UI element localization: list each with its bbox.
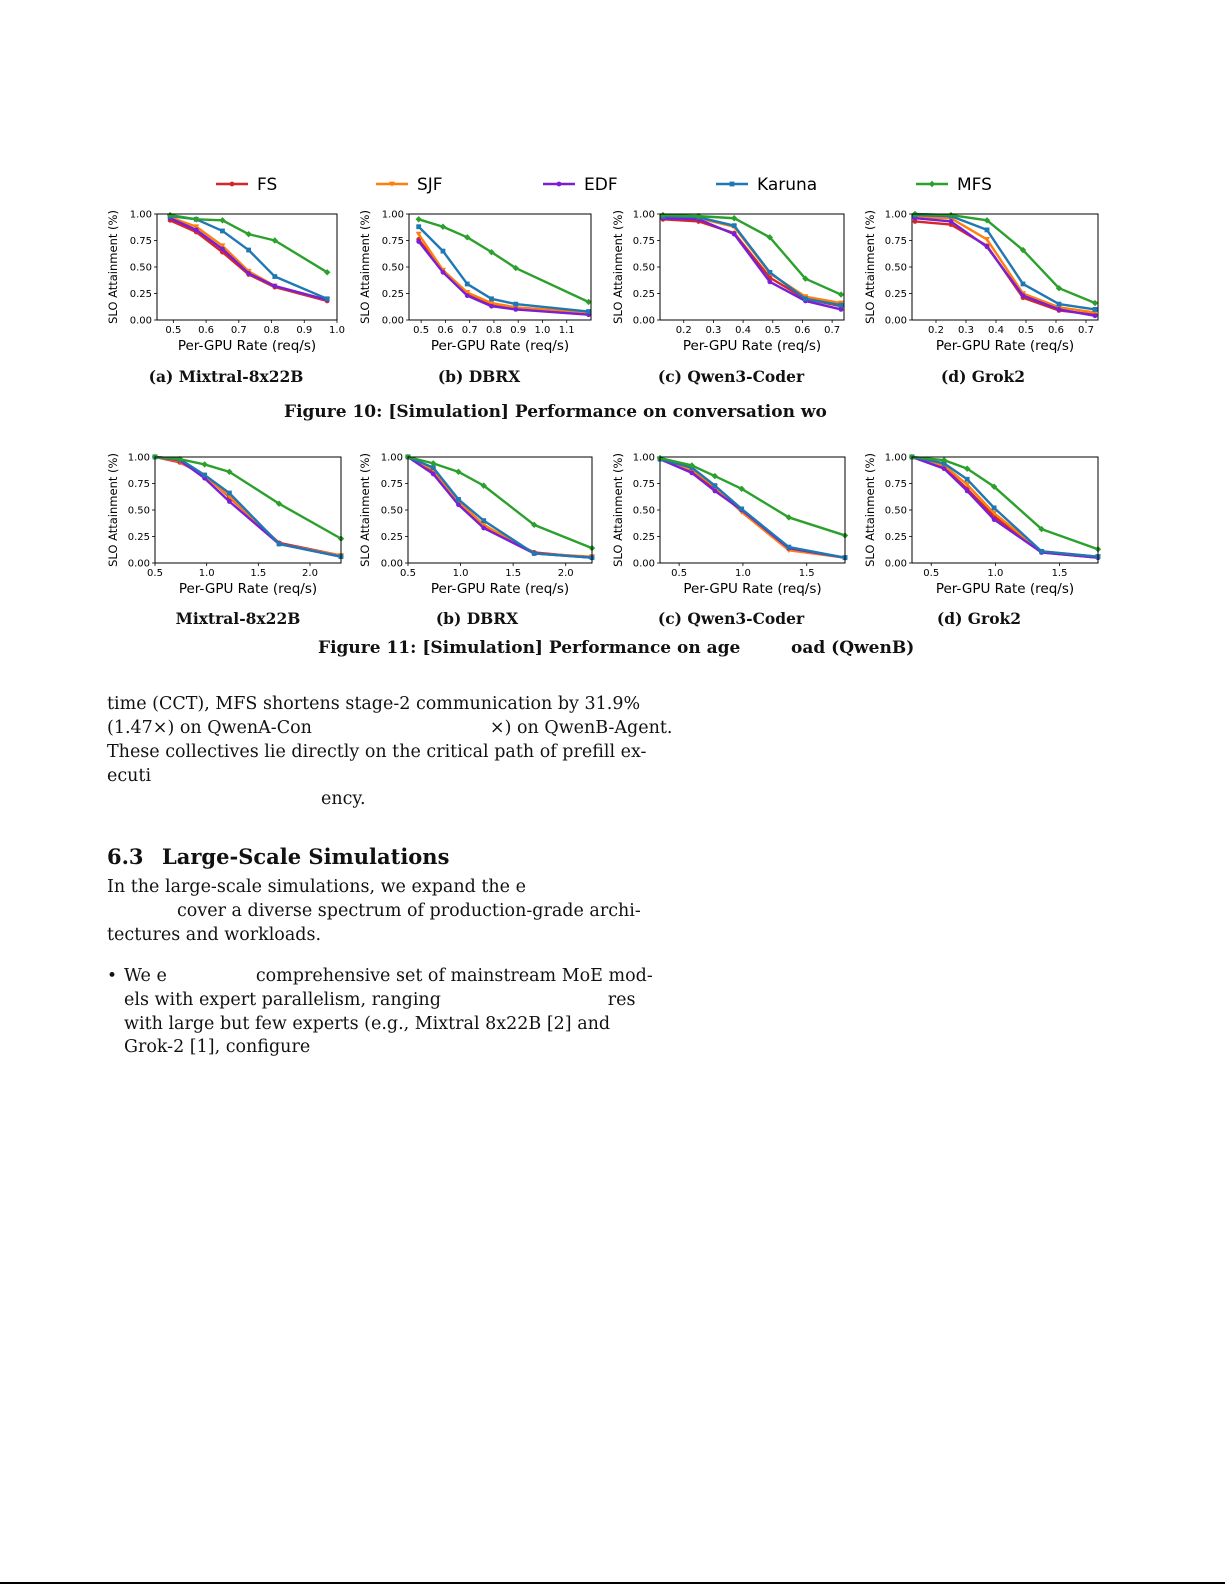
y-tick-label: 0.75 — [381, 236, 404, 247]
series-fs — [661, 217, 844, 309]
series-line-sjf — [912, 457, 1098, 557]
data-point-edf — [965, 489, 970, 494]
series-line-karuna — [408, 457, 592, 558]
y-axis-label: SLO Attainment (%) — [611, 453, 625, 567]
x-tick-label: 0.3 — [958, 325, 974, 336]
x-tick-label: 1.0 — [734, 568, 751, 579]
series-edf — [153, 455, 344, 559]
chart-11a — [106, 447, 346, 597]
y-tick-label: 0.00 — [884, 558, 907, 570]
data-point-karuna — [1057, 302, 1062, 307]
series-mfs — [416, 216, 592, 305]
y-tick-label: 1.00 — [381, 209, 404, 221]
x-axis-label: Per-GPU Rate (req/s) — [178, 581, 318, 597]
x-tick-label: 0.7 — [824, 325, 841, 336]
legend-label: EDF — [584, 175, 618, 195]
series-line-sjf — [663, 217, 841, 303]
x-axis-label: Per-GPU Rate (req/s) — [935, 581, 1075, 597]
body-line: tectures and workloads. — [107, 925, 322, 945]
series-line-mfs — [912, 457, 1098, 549]
y-tick-label: 0.25 — [129, 289, 152, 300]
data-point-karuna — [965, 477, 970, 482]
data-point-edf — [481, 526, 486, 531]
data-point-karuna — [985, 228, 990, 233]
y-tick-label: 0.75 — [632, 236, 655, 247]
y-tick-label: 0.00 — [380, 558, 403, 570]
x-tick-label: 1.5 — [250, 568, 267, 579]
y-tick-label: 0.75 — [380, 479, 403, 490]
series-line-sjf — [660, 459, 845, 558]
x-tick-label: 0.5 — [1018, 325, 1034, 336]
series-line-fs — [912, 457, 1098, 558]
series-line-karuna — [663, 216, 841, 305]
series-edf — [910, 455, 1101, 560]
series-sjf — [657, 457, 848, 561]
x-tick-label: 1.0 — [198, 568, 215, 579]
body-line: (1.47×) on QwenA-Con ×) on QwenB-Agent. — [107, 718, 673, 738]
data-point-karuna — [586, 309, 591, 314]
x-tick-label: 0.7 — [461, 325, 478, 336]
y-tick-label: 0.25 — [380, 532, 403, 543]
series-line-edf — [155, 457, 341, 557]
legend-item-edf — [543, 175, 618, 195]
y-tick-label: 0.75 — [884, 236, 907, 247]
data-point-karuna — [730, 182, 735, 187]
data-point-edf — [194, 228, 199, 233]
data-point-karuna — [712, 483, 717, 488]
series-line-edf — [663, 218, 841, 309]
x-tick-label: 1.0 — [452, 568, 469, 579]
y-tick-label: 0.00 — [127, 558, 150, 570]
y-tick-label: 0.50 — [380, 505, 403, 517]
data-point-edf — [712, 489, 717, 494]
data-point-karuna — [1021, 282, 1026, 287]
x-tick-label: 1.0 — [329, 325, 345, 336]
x-tick-label: 0.6 — [794, 325, 811, 336]
series-mfs — [167, 212, 330, 276]
x-tick-label: 0.3 — [705, 325, 722, 336]
y-tick-label: 0.75 — [632, 479, 655, 490]
data-point-mfs — [201, 461, 207, 467]
data-point-edf — [839, 307, 844, 312]
bullet-line: We e comprehensive set of mainstream MoE mod- — [124, 966, 653, 986]
series-karuna — [913, 213, 1098, 312]
series-fs — [910, 455, 1101, 560]
data-point-karuna — [246, 248, 251, 253]
data-point-edf — [1057, 307, 1062, 312]
data-point-edf — [220, 247, 225, 252]
y-axis-label: SLO Attainment (%) — [358, 453, 372, 567]
y-tick-label: 0.75 — [127, 479, 150, 490]
data-point-edf — [992, 517, 997, 522]
x-tick-label: 0.5 — [413, 325, 430, 336]
y-tick-label: 0.00 — [632, 558, 655, 570]
series-line-karuna — [660, 459, 845, 558]
y-tick-label: 0.25 — [127, 532, 150, 543]
y-tick-label: 0.25 — [632, 289, 655, 300]
x-tick-label: 1.0 — [987, 568, 1004, 579]
data-point-edf — [732, 232, 737, 237]
legend-label: FS — [257, 175, 278, 195]
x-tick-label: 0.6 — [437, 325, 454, 336]
y-tick-label: 0.50 — [127, 505, 150, 517]
data-point-karuna — [732, 223, 737, 228]
subcaption-11d: (d) Grok2 — [936, 609, 1022, 628]
x-tick-label: 0.7 — [230, 325, 247, 336]
data-point-karuna — [272, 274, 277, 279]
y-tick-label: 0.25 — [381, 289, 404, 300]
data-point-karuna — [489, 296, 494, 301]
body-line: cover a diverse spectrum of production-grade archi- — [177, 901, 641, 921]
legend-label: MFS — [957, 175, 992, 195]
data-point-edf — [985, 244, 990, 249]
data-point-karuna — [739, 507, 744, 512]
series-karuna — [658, 457, 848, 560]
data-point-karuna — [465, 282, 470, 287]
x-tick-label: 1.0 — [534, 325, 551, 336]
data-point-fs — [230, 182, 235, 187]
data-point-karuna — [416, 224, 421, 229]
x-tick-label: 0.5 — [165, 325, 182, 336]
subcaption-10a: (a) Mixtral-8x22B — [148, 367, 304, 386]
x-tick-label: 1.5 — [505, 568, 522, 579]
series-line-mfs — [155, 457, 341, 539]
series-line-sjf — [915, 217, 1095, 312]
y-tick-label: 0.50 — [381, 262, 404, 274]
series-karuna — [153, 455, 344, 559]
legend-label: Karuna — [757, 175, 818, 195]
y-axis-label: SLO Attainment (%) — [106, 210, 120, 324]
series-edf — [658, 457, 848, 560]
y-tick-label: 0.25 — [884, 289, 907, 300]
y-axis-label: SLO Attainment (%) — [358, 210, 372, 324]
body-line: These collectives lie directly on the critical path of prefill ex- — [107, 742, 647, 762]
x-tick-label: 0.5 — [400, 568, 416, 579]
data-point-edf — [942, 466, 947, 471]
y-tick-label: 0.00 — [381, 315, 404, 327]
data-point-karuna — [839, 303, 844, 308]
series-line-mfs — [170, 215, 327, 272]
y-tick-label: 0.50 — [632, 505, 655, 517]
data-point-edf — [767, 279, 772, 284]
x-tick-label: 1.1 — [558, 325, 575, 336]
x-tick-label: 2.0 — [302, 568, 318, 579]
x-tick-label: 0.9 — [510, 325, 527, 336]
subcaption-11a: Mixtral-8x22B — [175, 609, 301, 628]
y-tick-label: 1.00 — [632, 452, 655, 464]
y-axis-label: SLO Attainment (%) — [863, 210, 877, 324]
x-axis-label: Per-GPU Rate (req/s) — [430, 581, 570, 597]
data-point-edf — [431, 472, 436, 477]
y-tick-label: 0.50 — [632, 262, 655, 274]
series-sjf — [909, 455, 1101, 560]
series-line-edf — [660, 459, 845, 558]
x-tick-label: 1.5 — [1051, 568, 1068, 579]
subcaption-10b: (b) DBRX — [437, 367, 521, 386]
chart-10d — [863, 204, 1103, 354]
data-point-karuna — [481, 518, 486, 523]
x-tick-label: 0.2 — [675, 325, 692, 336]
legend-item-fs — [216, 175, 277, 195]
data-point-edf — [456, 502, 461, 507]
legend-item-sjf — [376, 175, 443, 195]
series-sjf — [912, 215, 1098, 316]
data-point-karuna — [277, 542, 282, 547]
data-point-edf — [272, 284, 277, 289]
plot-frame — [155, 457, 341, 563]
data-point-edf — [465, 293, 470, 298]
series-fs — [153, 455, 344, 558]
data-point-edf — [1093, 313, 1098, 318]
figure-11-caption-left: Figure 11: [Simulation] Performance on age — [318, 638, 741, 658]
body-line: ency. — [321, 789, 366, 809]
series-line-karuna — [915, 215, 1095, 309]
y-tick-label: 0.75 — [884, 479, 907, 490]
x-tick-label: 0.2 — [928, 325, 944, 336]
data-point-edf — [513, 307, 518, 312]
x-tick-label: 0.4 — [735, 325, 752, 336]
bullet-icon: • — [107, 966, 118, 986]
data-point-edf — [689, 471, 694, 476]
x-tick-label: 1.5 — [798, 568, 815, 579]
data-point-karuna — [202, 473, 207, 478]
y-tick-label: 1.00 — [127, 452, 150, 464]
x-tick-label: 0.8 — [263, 325, 280, 336]
figure-11-caption-right: oad (QwenB) — [791, 638, 915, 658]
legend-item-mfs — [916, 175, 992, 195]
data-point-mfs — [416, 216, 422, 222]
y-tick-label: 0.25 — [884, 532, 907, 543]
bullet-line: els with expert parallelism, ranging res — [124, 990, 636, 1010]
data-point-karuna — [767, 270, 772, 275]
series-sjf — [405, 455, 595, 560]
y-tick-label: 0.75 — [129, 236, 152, 247]
subcaption-10d: (d) Grok2 — [940, 367, 1026, 386]
bullet-line: Grok-2 [1], configure — [124, 1037, 311, 1057]
series-line-karuna — [155, 457, 341, 557]
y-tick-label: 0.25 — [632, 532, 655, 543]
section-title: Large-Scale Simulations — [162, 844, 450, 869]
series-line-fs — [663, 219, 841, 306]
data-point-edf — [416, 239, 421, 244]
plot-frame — [157, 214, 337, 320]
series-mfs — [909, 454, 1101, 553]
y-axis-label: SLO Attainment (%) — [611, 210, 625, 324]
x-axis-label: Per-GPU Rate (req/s) — [683, 581, 822, 597]
series-fs — [658, 457, 848, 560]
data-point-karuna — [1093, 307, 1098, 312]
x-tick-label: 0.4 — [988, 325, 1004, 336]
y-tick-label: 1.00 — [632, 209, 655, 221]
data-point-karuna — [992, 505, 997, 510]
data-point-edf — [441, 270, 446, 275]
data-point-karuna — [803, 296, 808, 301]
data-point-karuna — [456, 497, 461, 502]
legend-item-karuna — [716, 175, 817, 195]
data-point-edf — [1021, 293, 1026, 298]
plot-frame — [660, 457, 845, 563]
y-tick-label: 0.50 — [129, 262, 152, 274]
data-point-mfs — [1092, 300, 1098, 306]
series-line-edf — [912, 457, 1098, 558]
subcaption-11b: (b) DBRX — [435, 609, 519, 628]
subcaption-10c: (c) Qwen3-Coder — [657, 367, 805, 386]
x-axis-label: Per-GPU Rate (req/s) — [177, 338, 317, 354]
x-tick-label: 0.9 — [296, 325, 313, 336]
section-number: 6.3 — [107, 844, 144, 869]
y-axis-label: SLO Attainment (%) — [863, 453, 877, 567]
body-line: ecuti — [107, 766, 152, 786]
y-axis-label: SLO Attainment (%) — [106, 453, 120, 567]
data-point-karuna — [786, 545, 791, 550]
series-line-sjf — [155, 457, 341, 556]
x-tick-label: 0.5 — [764, 325, 781, 336]
data-point-edf — [246, 271, 251, 276]
y-tick-label: 0.50 — [884, 262, 907, 274]
data-point-karuna — [513, 302, 518, 307]
body-line: In the large-scale simulations, we expand the e — [107, 877, 526, 897]
y-tick-label: 0.00 — [884, 315, 907, 327]
series-mfs — [152, 454, 344, 542]
data-point-edf — [949, 219, 954, 224]
series-sjf — [152, 455, 344, 559]
chart-11d — [863, 447, 1103, 597]
y-tick-label: 0.50 — [884, 505, 907, 517]
chart-11b — [358, 447, 598, 597]
x-tick-label: 0.5 — [923, 568, 940, 579]
data-point-karuna — [325, 296, 330, 301]
chart-11c — [611, 447, 851, 597]
subcaption-11c: (c) Qwen3-Coder — [657, 609, 805, 628]
y-tick-label: 1.00 — [380, 452, 403, 464]
series-line-mfs — [419, 219, 589, 302]
plot-frame — [912, 457, 1098, 563]
body-line: time (CCT), MFS shortens stage-2 communication by 31.9% — [107, 694, 641, 714]
y-tick-label: 1.00 — [129, 209, 152, 221]
chart-10c — [611, 204, 851, 354]
x-tick-label: 0.6 — [198, 325, 215, 336]
data-point-karuna — [227, 491, 232, 496]
x-tick-label: 0.6 — [1048, 325, 1064, 336]
data-point-karuna — [1039, 549, 1044, 554]
x-tick-label: 0.5 — [671, 568, 688, 579]
x-tick-label: 0.8 — [485, 325, 502, 336]
chart-10b — [358, 204, 598, 354]
page-bottom-rule — [0, 1582, 1225, 1584]
data-point-edf — [227, 499, 232, 504]
data-point-karuna — [441, 249, 446, 254]
bullet-line: with large but few experts (e.g., Mixtral 8x22B [2] and — [124, 1014, 611, 1034]
data-point-mfs — [929, 181, 935, 187]
x-tick-label: 0.5 — [147, 568, 163, 579]
x-axis-label: Per-GPU Rate (req/s) — [682, 338, 822, 354]
chart-10a — [106, 204, 346, 354]
data-point-karuna — [220, 229, 225, 234]
series-line-fs — [155, 457, 341, 556]
chart-legend — [210, 172, 1010, 200]
data-point-karuna — [532, 551, 537, 556]
series-line-karuna — [912, 457, 1098, 557]
x-axis-label: Per-GPU Rate (req/s) — [935, 338, 1075, 354]
series-line-fs — [660, 459, 845, 558]
figure-10-caption: Figure 10: [Simulation] Performance on conversation wo — [284, 402, 827, 422]
y-tick-label: 1.00 — [884, 209, 907, 221]
data-point-edf — [489, 304, 494, 309]
y-tick-label: 0.00 — [632, 315, 655, 327]
data-point-edf — [557, 182, 562, 187]
y-tick-label: 0.00 — [129, 315, 152, 327]
x-tick-label: 0.7 — [1078, 325, 1094, 336]
x-axis-label: Per-GPU Rate (req/s) — [430, 338, 570, 354]
legend-label: SJF — [417, 175, 443, 195]
y-tick-label: 1.00 — [884, 452, 907, 464]
x-tick-label: 2.0 — [557, 568, 574, 579]
series-karuna — [910, 455, 1101, 559]
